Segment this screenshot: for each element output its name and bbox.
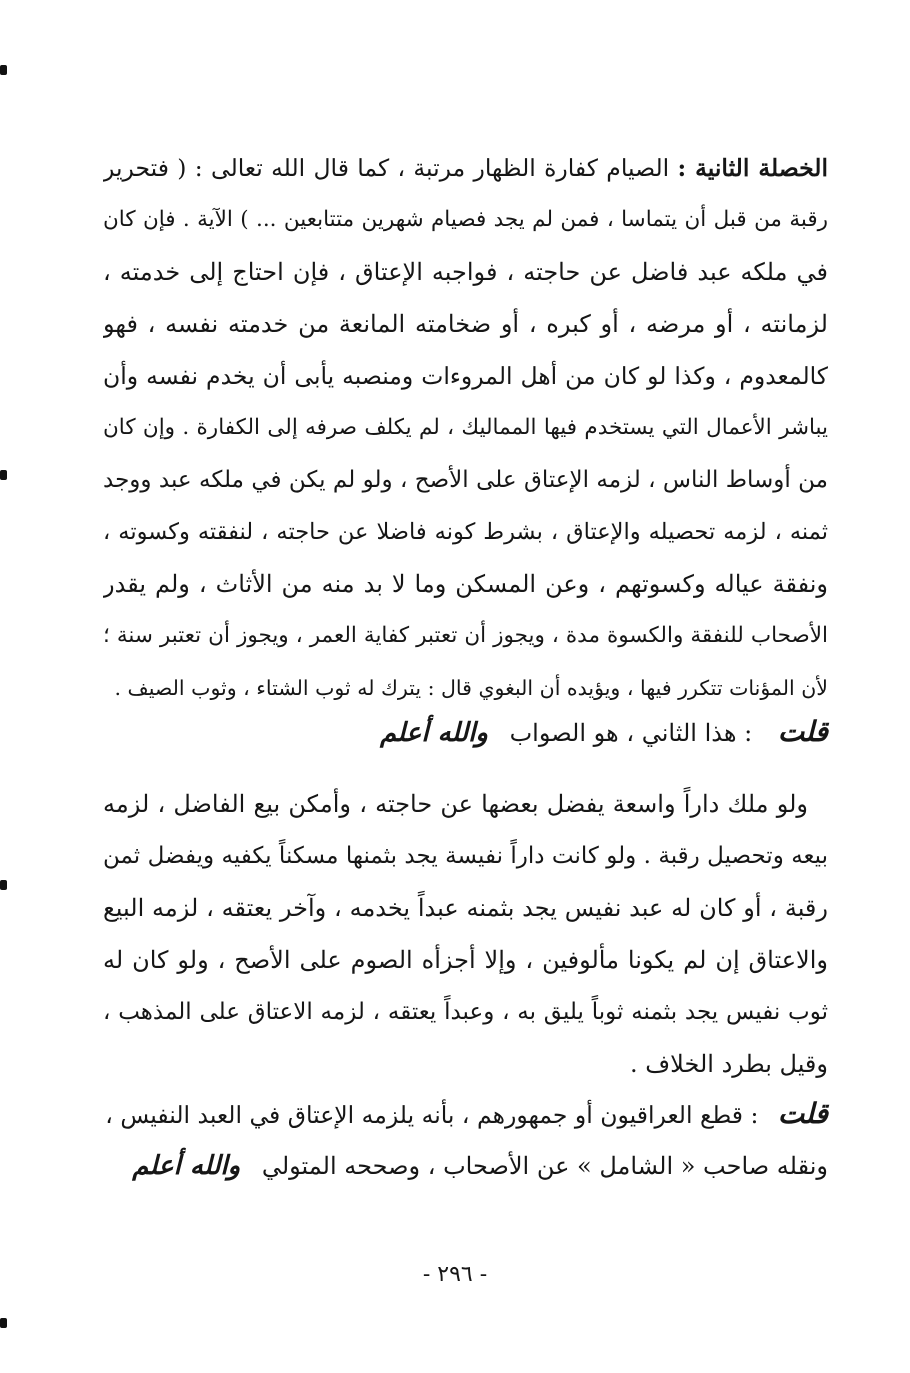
note-label: قلت (777, 1097, 828, 1130)
note-2-line-2 (103, 1140, 828, 1192)
text-line: الخصلة الثانية : الصيام كفارة الظهار مرتبة ، كما قال الله تعالى : ( فتحرير (103, 154, 828, 182)
binding-mark (0, 880, 7, 890)
text-line: ونفقة عياله وكسوتهم ، وعن المسكن وما لا بد منه من الأثاث ، ولم يقدر (103, 570, 828, 598)
paragraph-2 (103, 778, 828, 1090)
note-text: : هذا الثاني ، هو الصواب (509, 719, 753, 747)
note-1 (103, 706, 828, 758)
note-text: ونقله صاحب « الشامل » عن الأصحاب ، وصححه المتولي (261, 1152, 828, 1180)
text-line: في ملكه عبد فاضل عن حاجته ، فواجبه الإعتاق ، فإن احتاج إلى خدمته ، (103, 258, 828, 286)
closing-formula: والله أعلم (379, 718, 488, 748)
text-line: يباشر الأعمال التي يستخدم فيها المماليك ، لم يكلف صرفه إلى الكفارة . وإن كان (103, 415, 828, 440)
note-label: قلت (777, 715, 828, 748)
text-line: ثمنه ، لزمه تحصيله والإعتاق ، بشرط كونه فاضلا عن حاجته ، لنفقته وكسوته ، (103, 519, 828, 545)
note-2-line-1 (103, 1088, 828, 1140)
page-number: - ٢٩٦ - (422, 1262, 488, 1287)
binding-mark (0, 1318, 7, 1328)
paragraph-1 (103, 142, 828, 714)
binding-mark (0, 470, 7, 480)
text-line: رقبة من قبل أن يتماسا ، فمن لم يجد فصيام شهرين متتابعين ... ) الآية . فإن كان (103, 207, 828, 232)
text-line: لأن المؤنات تتكرر فيها ، ويؤيده أن البغوي قال : يترك له ثوب الشتاء ، وثوب الصيف . (114, 676, 828, 700)
text-line: وقيل بطرد الخلاف . (630, 1050, 828, 1078)
text-line: ولو ملك داراً واسعة يفضل بعضها عن حاجته ، وأمكن بيع الفاضل ، لزمه (103, 790, 808, 818)
text-line: رقبة ، أو كان له عبد نفيس يجد بثمنه عبداً يخدمه ، وآخر يعتقه ، لزمه البيع (103, 894, 828, 922)
binding-mark (0, 65, 7, 75)
text-line: كالمعدوم ، وكذا لو كان من أهل المروءات ومنصبه يأبى أن يخدم نفسه وأن (103, 362, 828, 390)
text-line: الأصحاب للنفقة والكسوة مدة ، ويجوز أن تعتبر كفاية العمر ، ويجوز أن تعتبر سنة ؛ (103, 623, 828, 648)
section-heading: الخصلة الثانية : (677, 154, 828, 182)
text-line: والاعتاق إن لم يكونا مألوفين ، وإلا أجزأه الصوم على الأصح ، ولو كان له (103, 946, 828, 974)
text-line: من أوساط الناس ، لزمه الإعتاق على الأصح ، ولو لم يكن في ملكه عبد ووجد (103, 467, 828, 493)
text-line: لزمانته ، أو مرضه ، أو كبره ، أو ضخامته المانعة من خدمته نفسه ، فهو (103, 310, 828, 338)
text-line: بيعه وتحصيل رقبة . ولو كانت داراً نفيسة يجد بثمنها مسكناً يكفيه ويفضل ثمن (103, 843, 828, 869)
note-text: : قطع العراقيون أو جمهورهم ، بأنه يلزمه الإعتاق في العبد النفيس ، (105, 1101, 759, 1129)
closing-formula: والله أعلم (132, 1151, 241, 1181)
text-line: ثوب نفيس يجد بثمنه ثوباً يليق به ، وعبداً يعتقه ، لزمه الاعتاق على المذهب ، (103, 999, 828, 1025)
